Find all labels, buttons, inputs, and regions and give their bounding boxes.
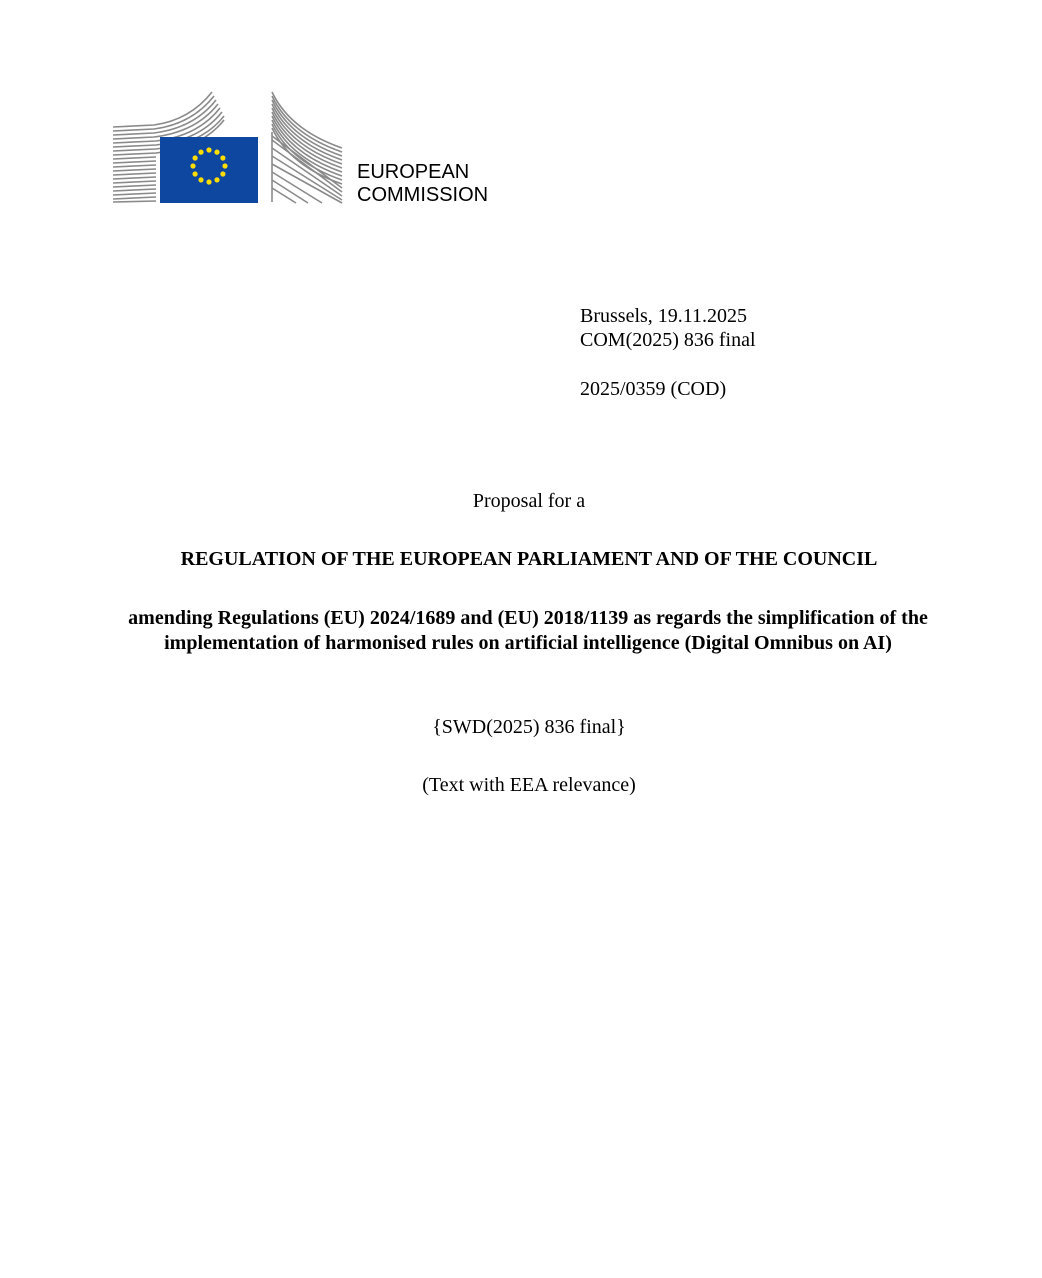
eea-relevance-note: (Text with EEA relevance) xyxy=(422,774,636,796)
procedure-number: 2025/0359 (COD) xyxy=(580,378,727,400)
eu-flag xyxy=(160,137,258,203)
place-date: Brussels, 19.11.2025 xyxy=(580,305,748,327)
swd-reference: {SWD(2025) 836 final} xyxy=(432,716,626,738)
regulation-title: REGULATION OF THE EUROPEAN PARLIAMENT AND OF THE COUNCIL xyxy=(180,548,878,570)
organisation-name-line2: COMMISSION xyxy=(357,184,489,206)
european-commission-logo xyxy=(112,90,344,204)
com-number: COM(2025) 836 final xyxy=(580,329,756,351)
organisation-name-line1: EUROPEAN xyxy=(357,161,470,183)
organisation-name xyxy=(357,161,488,207)
berlaymont-building-icon xyxy=(112,90,344,204)
reference-block xyxy=(580,304,756,352)
proposal-intro: Proposal for a xyxy=(472,490,586,512)
regulation-subject: amending Regulations (EU) 2024/1689 and (EU) 2018/1139 as regards the simplification of the implementation of harmonised rules on artificial intelligence (Digital Omnibus on AI) xyxy=(128,607,928,654)
